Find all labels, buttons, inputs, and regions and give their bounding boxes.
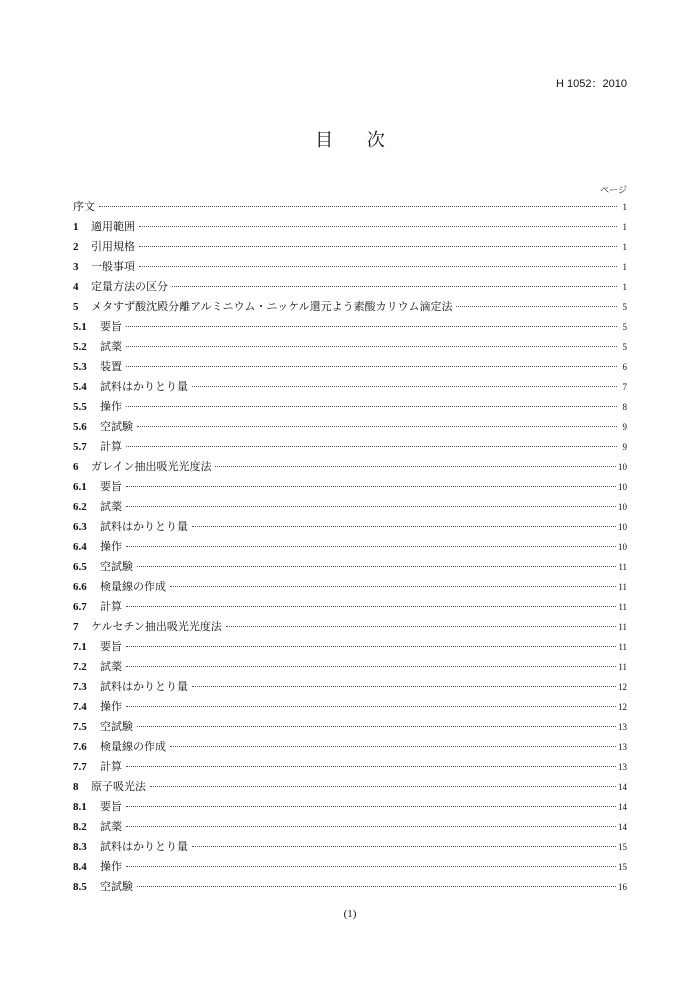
toc-entry[interactable] bbox=[73, 717, 627, 737]
toc-entry[interactable] bbox=[73, 817, 627, 837]
toc-entry-number: 8.3 bbox=[73, 841, 87, 853]
toc-entry[interactable] bbox=[73, 197, 627, 217]
toc-entry-label: 空試験 bbox=[100, 560, 133, 573]
toc-entry-number: 6.1 bbox=[73, 481, 87, 493]
toc-entry-label: 空試験 bbox=[100, 880, 133, 893]
toc-entry-page: 6 bbox=[622, 362, 627, 372]
toc-entry-page: 11 bbox=[618, 562, 627, 572]
dot-leader bbox=[126, 406, 617, 407]
toc-entry-page: 14 bbox=[618, 782, 627, 792]
toc-entry-number: 5.7 bbox=[73, 441, 87, 453]
toc-entry[interactable] bbox=[73, 837, 627, 857]
toc-entry-page: 11 bbox=[618, 662, 627, 672]
dot-leader bbox=[192, 686, 616, 687]
toc-entry-page: 14 bbox=[618, 802, 627, 812]
dot-leader bbox=[126, 646, 616, 647]
toc-entry-page: 1 bbox=[622, 222, 627, 232]
toc-entry-label: 計算 bbox=[100, 760, 122, 773]
toc-entry-label: 計算 bbox=[100, 440, 122, 453]
toc-entry[interactable] bbox=[73, 777, 627, 797]
toc-entry[interactable] bbox=[73, 657, 627, 677]
toc-entry-page: 1 bbox=[622, 242, 627, 252]
toc-entry-label: 操作 bbox=[100, 400, 122, 413]
dot-leader bbox=[137, 426, 617, 427]
toc-entry[interactable] bbox=[73, 697, 627, 717]
dot-leader bbox=[139, 246, 617, 247]
toc-entry[interactable] bbox=[73, 677, 627, 697]
dot-leader bbox=[126, 806, 616, 807]
toc-entry[interactable] bbox=[73, 517, 627, 537]
dot-leader bbox=[126, 546, 616, 547]
toc-entry-page: 11 bbox=[618, 602, 627, 612]
toc-title: 目 次 bbox=[315, 130, 399, 151]
toc-entry-label: 操作 bbox=[100, 540, 122, 553]
toc-entry-label: 空試験 bbox=[100, 420, 133, 433]
toc-entry-number: 5.1 bbox=[73, 321, 87, 333]
toc-entry[interactable] bbox=[73, 277, 627, 297]
toc-entry-label: 空試験 bbox=[100, 720, 133, 733]
toc-entry-label: 原子吸光法 bbox=[91, 780, 146, 793]
toc-entry[interactable] bbox=[73, 737, 627, 757]
dot-leader bbox=[126, 366, 617, 367]
page-footer-number: (1) bbox=[343, 908, 357, 920]
dot-leader bbox=[139, 226, 617, 227]
toc-entry-label: 操作 bbox=[100, 700, 122, 713]
dot-leader bbox=[126, 826, 616, 827]
toc-entry-number: 2 bbox=[73, 241, 79, 253]
dot-leader bbox=[126, 326, 617, 327]
toc-entry-number: 6.6 bbox=[73, 581, 87, 593]
toc-entry-page: 10 bbox=[618, 482, 627, 492]
toc-entry[interactable] bbox=[73, 377, 627, 397]
toc-entry[interactable] bbox=[73, 797, 627, 817]
toc-entry-number: 8 bbox=[73, 781, 79, 793]
toc-entry[interactable] bbox=[73, 357, 627, 377]
toc-entry[interactable] bbox=[73, 637, 627, 657]
toc-entry[interactable] bbox=[73, 857, 627, 877]
toc-entry-page: 11 bbox=[618, 582, 627, 592]
dot-leader bbox=[126, 606, 616, 607]
dot-leader bbox=[126, 486, 616, 487]
toc-entry-label: 試薬 bbox=[100, 500, 122, 513]
toc-entry-page: 15 bbox=[618, 842, 627, 852]
toc-entry[interactable] bbox=[73, 497, 627, 517]
toc-entry-label: メタすず酸沈殿分離アルミニウム・ニッケル還元よう素酸カリウム滴定法 bbox=[91, 300, 453, 313]
toc-entry-number: 7 bbox=[73, 621, 79, 633]
dot-leader bbox=[126, 346, 617, 347]
toc-entry-page: 1 bbox=[622, 202, 627, 212]
dot-leader bbox=[192, 526, 616, 527]
toc-entry[interactable] bbox=[73, 317, 627, 337]
toc-entry-page: 12 bbox=[618, 682, 627, 692]
toc-entry[interactable] bbox=[73, 437, 627, 457]
toc-entry-page: 8 bbox=[622, 402, 627, 412]
toc-entry[interactable] bbox=[73, 597, 627, 617]
toc-entry-label: 装置 bbox=[100, 360, 122, 373]
toc-entry[interactable] bbox=[73, 417, 627, 437]
toc-entry-page: 13 bbox=[618, 722, 627, 732]
toc-entry-number: 8.4 bbox=[73, 861, 87, 873]
toc-entry-number: 7.5 bbox=[73, 721, 87, 733]
dot-leader bbox=[215, 466, 616, 467]
toc-entry-label: 試料はかりとり量 bbox=[100, 840, 188, 853]
toc-entry-label: 要旨 bbox=[100, 480, 122, 493]
toc-entry-label: 要旨 bbox=[100, 800, 122, 813]
toc-entry[interactable] bbox=[73, 477, 627, 497]
toc-entry-number: 7.2 bbox=[73, 661, 87, 673]
toc-entry-number: 6.3 bbox=[73, 521, 87, 533]
toc-entry-number: 6.4 bbox=[73, 541, 87, 553]
toc-entry-page: 12 bbox=[618, 702, 627, 712]
table-of-contents bbox=[73, 197, 627, 897]
toc-entry-label: 試薬 bbox=[100, 340, 122, 353]
dot-leader bbox=[126, 706, 616, 707]
dot-leader bbox=[126, 446, 617, 447]
toc-entry-number: 1 bbox=[73, 221, 79, 233]
toc-entry-label: ガレイン抽出吸光光度法 bbox=[91, 460, 212, 473]
toc-entry-label: 要旨 bbox=[100, 320, 122, 333]
toc-entry-page: 5 bbox=[622, 302, 627, 312]
dot-leader bbox=[126, 666, 616, 667]
dot-leader bbox=[137, 886, 616, 887]
toc-entry-number: 5.3 bbox=[73, 361, 87, 373]
dot-leader bbox=[137, 566, 616, 567]
dot-leader bbox=[126, 766, 616, 767]
toc-entry[interactable] bbox=[73, 337, 627, 357]
toc-entry-label: 序文 bbox=[73, 200, 95, 213]
toc-entry[interactable] bbox=[73, 297, 627, 317]
toc-entry-page: 5 bbox=[622, 322, 627, 332]
dot-leader bbox=[172, 286, 617, 287]
toc-entry-page: 14 bbox=[618, 822, 627, 832]
dot-leader bbox=[139, 266, 617, 267]
toc-entry-page: 9 bbox=[622, 442, 627, 452]
toc-entry-page: 11 bbox=[618, 622, 627, 632]
toc-entry-number: 5.4 bbox=[73, 381, 87, 393]
toc-entry-number: 5 bbox=[73, 301, 79, 313]
toc-entry[interactable] bbox=[73, 397, 627, 417]
toc-entry-number: 8.5 bbox=[73, 881, 87, 893]
toc-entry-page: 10 bbox=[618, 462, 627, 472]
toc-entry-number: 5.5 bbox=[73, 401, 87, 413]
dot-leader bbox=[150, 786, 616, 787]
toc-entry[interactable] bbox=[73, 557, 627, 577]
toc-entry-label: 操作 bbox=[100, 860, 122, 873]
toc-entry-number: 6.7 bbox=[73, 601, 87, 613]
toc-entry-page: 16 bbox=[618, 882, 627, 892]
toc-entry-label: 試料はかりとり量 bbox=[100, 680, 188, 693]
toc-entry-number: 5.2 bbox=[73, 341, 87, 353]
toc-entry-label: 検量線の作成 bbox=[100, 740, 166, 753]
toc-entry-number: 8.1 bbox=[73, 801, 87, 813]
toc-entry-number: 8.2 bbox=[73, 821, 87, 833]
toc-entry[interactable] bbox=[73, 757, 627, 777]
toc-entry-label: 試料はかりとり量 bbox=[100, 380, 188, 393]
dot-leader bbox=[456, 306, 617, 307]
toc-entry-page: 5 bbox=[622, 342, 627, 352]
toc-entry[interactable] bbox=[73, 217, 627, 237]
toc-entry-number: 6.5 bbox=[73, 561, 87, 573]
toc-entry-number: 7.6 bbox=[73, 741, 87, 753]
dot-leader bbox=[170, 746, 616, 747]
toc-entry-page: 13 bbox=[618, 742, 627, 752]
dot-leader bbox=[126, 866, 616, 867]
dot-leader bbox=[99, 206, 617, 207]
toc-entry-label: 適用範囲 bbox=[91, 220, 135, 233]
toc-entry-page: 1 bbox=[622, 262, 627, 272]
dot-leader bbox=[192, 846, 616, 847]
toc-entry-label: 計算 bbox=[100, 600, 122, 613]
toc-entry-number: 7.3 bbox=[73, 681, 87, 693]
dot-leader bbox=[226, 626, 616, 627]
toc-entry-label: 一般事項 bbox=[91, 260, 135, 273]
toc-entry-number: 6 bbox=[73, 461, 79, 473]
toc-entry-number: 7.7 bbox=[73, 761, 87, 773]
toc-entry-label: 要旨 bbox=[100, 640, 122, 653]
toc-entry-number: 3 bbox=[73, 261, 79, 273]
toc-entry-label: 定量方法の区分 bbox=[91, 280, 168, 293]
toc-entry-number: 4 bbox=[73, 281, 79, 293]
dot-leader bbox=[170, 586, 616, 587]
page-column-label: ページ bbox=[600, 186, 627, 196]
toc-entry-number: 7.4 bbox=[73, 701, 87, 713]
toc-entry-number: 6.2 bbox=[73, 501, 87, 513]
dot-leader bbox=[126, 506, 616, 507]
toc-entry[interactable] bbox=[73, 537, 627, 557]
toc-entry-page: 7 bbox=[622, 382, 627, 392]
toc-entry-label: 引用規格 bbox=[91, 240, 135, 253]
toc-entry[interactable] bbox=[73, 617, 627, 637]
toc-entry-page: 10 bbox=[618, 502, 627, 512]
toc-entry-page: 11 bbox=[618, 642, 627, 652]
toc-entry[interactable] bbox=[73, 457, 627, 477]
standard-number: H 1052：2010 bbox=[556, 78, 627, 90]
toc-entry-number: 5.6 bbox=[73, 421, 87, 433]
toc-entry-label: ケルセチン抽出吸光光度法 bbox=[91, 620, 222, 633]
toc-entry-label: 試料はかりとり量 bbox=[100, 520, 188, 533]
toc-entry-page: 15 bbox=[618, 862, 627, 872]
toc-entry[interactable] bbox=[73, 877, 627, 897]
toc-entry[interactable] bbox=[73, 237, 627, 257]
toc-entry-page: 9 bbox=[622, 422, 627, 432]
dot-leader bbox=[137, 726, 616, 727]
toc-entry-page: 10 bbox=[618, 542, 627, 552]
toc-entry-label: 試薬 bbox=[100, 820, 122, 833]
toc-entry-page: 13 bbox=[618, 762, 627, 772]
toc-entry-label: 試薬 bbox=[100, 660, 122, 673]
toc-entry-page: 1 bbox=[622, 282, 627, 292]
dot-leader bbox=[192, 386, 617, 387]
toc-entry[interactable] bbox=[73, 577, 627, 597]
toc-entry-label: 検量線の作成 bbox=[100, 580, 166, 593]
toc-entry-number: 7.1 bbox=[73, 641, 87, 653]
toc-entry-page: 10 bbox=[618, 522, 627, 532]
toc-entry[interactable] bbox=[73, 257, 627, 277]
